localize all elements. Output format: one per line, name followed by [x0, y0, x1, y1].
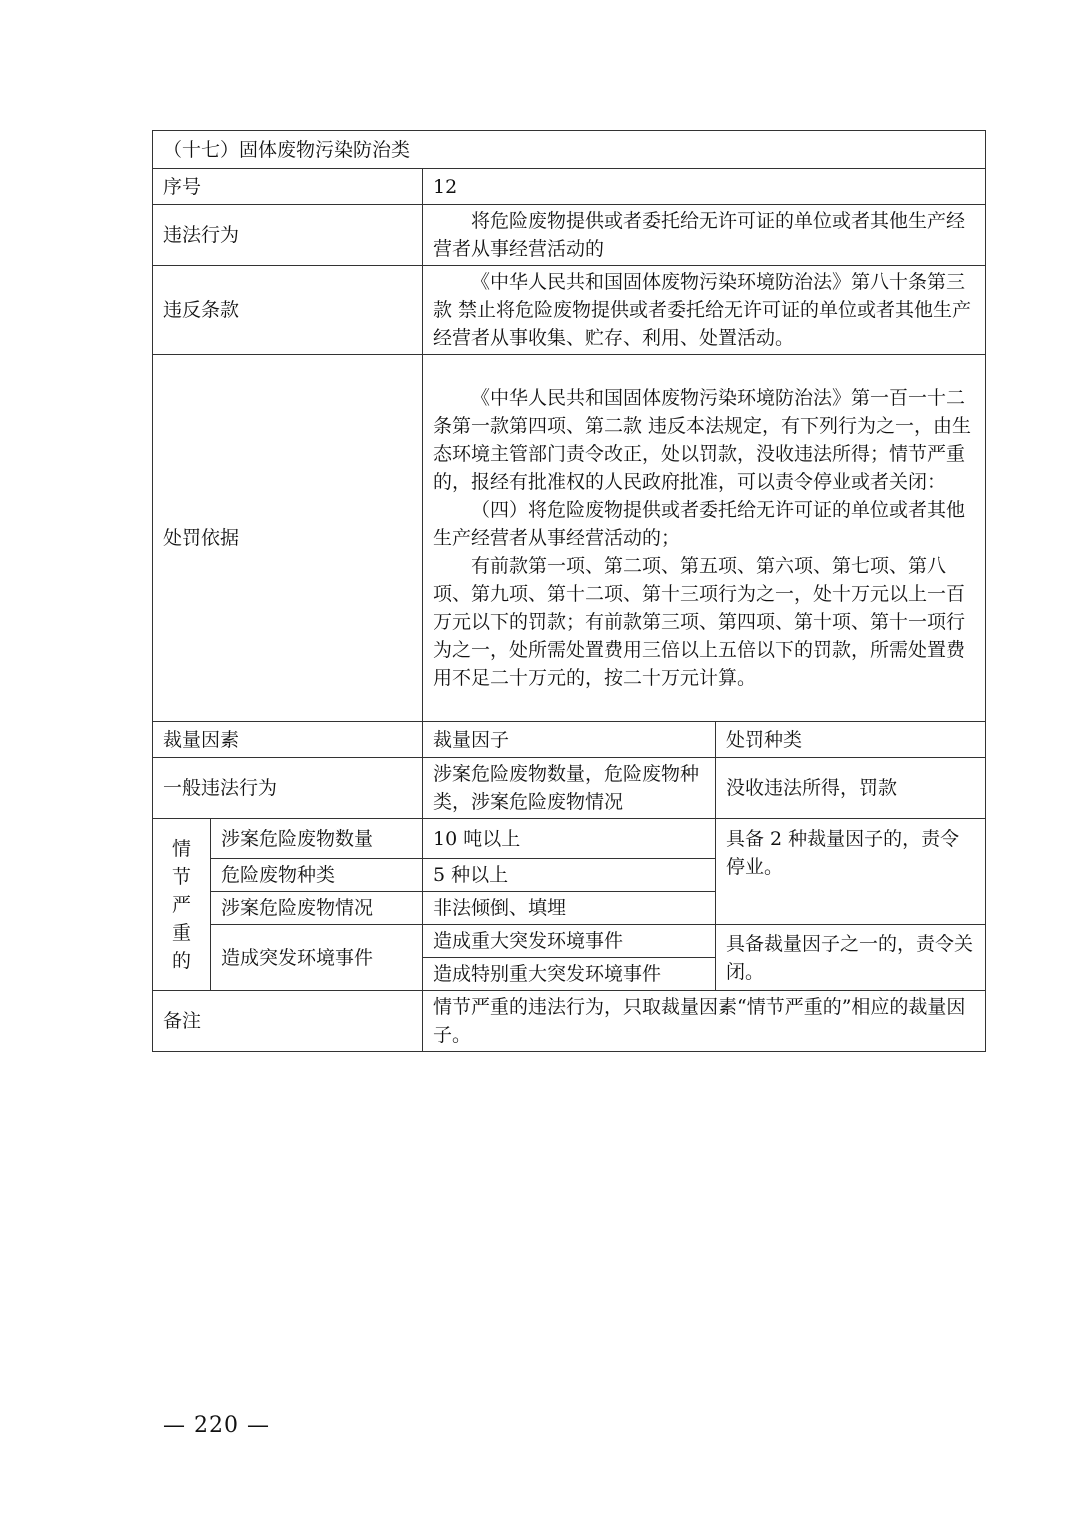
clause-value [423, 266, 986, 355]
serious-factor-name: 造成突发环境事件 [211, 925, 423, 991]
serious-label [153, 819, 211, 991]
serious-factor-value: 5 种以上 [423, 859, 716, 892]
general-violation-penalty: 没收违法所得，罚款 [716, 758, 986, 819]
penalty-basis-para1: 《中华人民共和国固体废物污染环境防治法》第一百一十二条第一款第四项、第二款 违反本法规定，有下列行为之一，由生态环境主管部门责令改正，处以罚款，没收违法所得；情节严重的，报经有批准权的人民政府批准，可以责令停业或者关闭： [433, 387, 972, 493]
serial-value: 12 [423, 169, 986, 205]
serious-factor-name: 危险废物种类 [211, 859, 423, 892]
section-title: （十七）固体废物污染防治类 [153, 131, 986, 169]
serious-label-char: 节 [171, 865, 191, 888]
serious-penalty-suspend: 具备 2 种裁量因子的，责令停业。 [716, 819, 986, 925]
remark-value: 情节严重的违法行为，只取裁量因素“情节严重的”相应的裁量因子。 [423, 991, 986, 1052]
serious-label-char: 严 [171, 893, 191, 916]
clause-text: 《中华人民共和国固体废物污染环境防治法》第八十条第三款 禁止将危险废物提供或者委托给无许可证的单位或者其他生产经营者从事收集、贮存、利用、处置活动。 [433, 271, 972, 349]
serious-factor-name: 涉案危险废物数量 [211, 819, 423, 859]
clause-label: 违反条款 [153, 266, 423, 355]
discretion-subfactor-header: 裁量因子 [423, 722, 716, 758]
serious-label-char: 情 [171, 837, 191, 860]
serious-factor-value: 造成特别重大突发环境事件 [423, 958, 716, 991]
general-violation-label: 一般违法行为 [153, 758, 423, 819]
penalty-basis-para3: 有前款第一项、第二项、第五项、第六项、第七项、第八项、第九项、第十二项、第十三项行为之一，处十万元以上一百万元以下的罚款；有前款第三项、第四项、第十项、第十一项行为之一，处所需处置费用三倍以上五倍以下的罚款，所需处置费用不足二十万元的，按二十万元计算。 [433, 555, 966, 689]
penalty-basis-value [423, 355, 986, 722]
general-violation-factors: 涉案危险废物数量，危险废物种类，涉案危险废物情况 [423, 758, 716, 819]
serious-label-char: 的 [171, 949, 191, 972]
serious-label-char: 重 [171, 921, 191, 944]
penalty-table [152, 130, 986, 1052]
remark-label: 备注 [153, 991, 423, 1052]
penalty-basis-label: 处罚依据 [153, 355, 423, 722]
discretion-factor-header: 裁量因素 [153, 722, 423, 758]
page-number: — 220 — [163, 1413, 270, 1438]
serial-label: 序号 [153, 169, 423, 205]
penalty-type-header: 处罚种类 [716, 722, 986, 758]
serious-factor-value: 造成重大突发环境事件 [423, 925, 716, 958]
penalty-basis-para2: （四）将危险废物提供或者委托给无许可证的单位或者其他生产经营者从事经营活动的； [433, 499, 966, 549]
serious-factor-name: 涉案危险废物情况 [211, 892, 423, 925]
violation-text: 将危险废物提供或者委托给无许可证的单位或者其他生产经营者从事经营活动的 [433, 210, 966, 260]
violation-value [423, 205, 986, 266]
serious-penalty-close: 具备裁量因子之一的，责令关闭。 [716, 925, 986, 991]
serious-factor-value: 10 吨以上 [423, 819, 716, 859]
violation-label: 违法行为 [153, 205, 423, 266]
serious-factor-value: 非法倾倒、填埋 [423, 892, 716, 925]
